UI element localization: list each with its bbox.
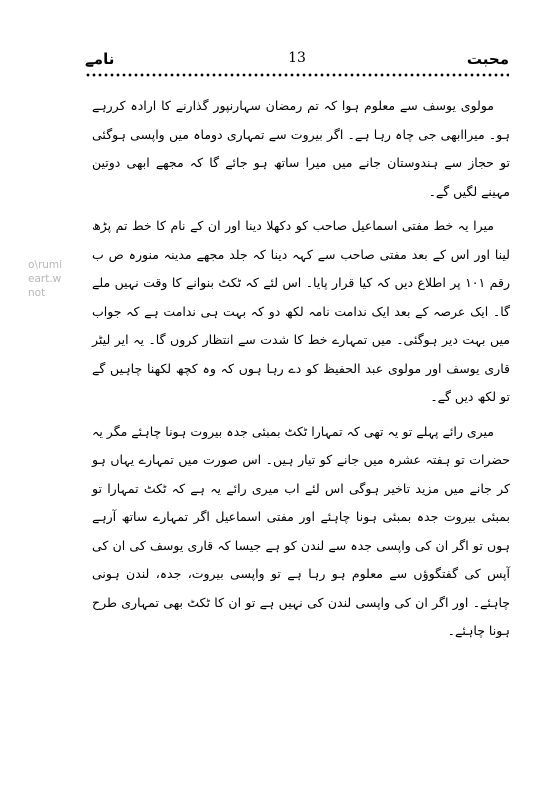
- paragraph-3: میری رائے پہلے تو یہ تھی کہ تمہارا ٹکٹ بمبئی جدہ بیروت ہونا چاہئے مگر یہ حضرات تو ہفتہ عشرہ میں جانے کو تیار ہیں۔ اس صورت میں تمہارے یہاں ہو کر جانے میں مزید تاخیر ہوگی اس لئے اب میری رائے یہ ہے کہ ٹکٹ تمہارا تو بمبئی بیروت جدہ بمبئی ہونا چاہئے اور مفتی اسماعیل اگر تمہارے ساتھ آرہے ہوں تو اگر ان کی واپسی جدہ سے لندن کو ہے جیسا کہ قاری یوسف کی ان کی آپس کی گفتگوؤں سے معلوم ہو رہا ہے تو واپسی بیروت، جدہ، لندن ہونی چاہئے۔ اور اگر ان کی واپسی لندن کی نہیں ہے تو ان کا ٹکٹ بھی تمہاری طرح ہونا چاہئے۔: [92, 423, 510, 638]
- letter-body: [92, 92, 510, 652]
- page-header: [85, 50, 509, 72]
- header-dotted-divider: [85, 72, 509, 78]
- paragraph-2: میرا یہ خط مفتی اسماعیل صاحب کو دکھلا دینا اور ان کے نام کا خط تم پڑھ لینا اور اس کے بعد مفتی صاحب سے کہہ دینا کہ جلد مجھے مدینہ منورہ ص ب رقم ۱۰۱ پر اطلاع دیں کہ کیا قرار پایا۔ اس لئے کہ ٹکٹ بنوانے کا وقت نہیں ملے گا۔ ایک عرصہ کے بعد ایک ندامت نامہ لکھ دو کہ بہت ہی ندامت ہے کہ جواب میں بہت دیر ہوگئی۔ میں تمہارے خط کا شدت سے انتظار کروں گا۔ یہ ایر لیٹر قاری یوسف اور مولوی عبد الحفیظ کو دے رہا ہوں کہ وہ کچھ لکھنا چاہیں گے تو لکھ دیں گے۔: [92, 218, 510, 404]
- watermark-line-2: eart.w: [28, 273, 62, 285]
- watermark: [28, 258, 88, 300]
- header-title-left: نامے: [85, 50, 115, 68]
- watermark-line-3: not: [28, 287, 46, 299]
- watermark-line-1: o\rumi: [28, 259, 63, 271]
- paragraph-1: مولوی یوسف سے معلوم ہوا کہ تم رمضان سہارنپور گذارنے کا ارادہ کررہے ہو۔ میراابھی جی چاہ رہا ہے۔ اگر بیروت سے تمہاری دوماہ میں واپسی ہوگئی تو حجاز سے ہندوستان جانے میں میرا ساتھ ہو جائے گا کہ مجھے ابھی دوتین مہینے لگیں گے۔: [92, 98, 510, 199]
- header-title-right: محبت: [466, 50, 509, 68]
- page-number: 13: [288, 50, 306, 66]
